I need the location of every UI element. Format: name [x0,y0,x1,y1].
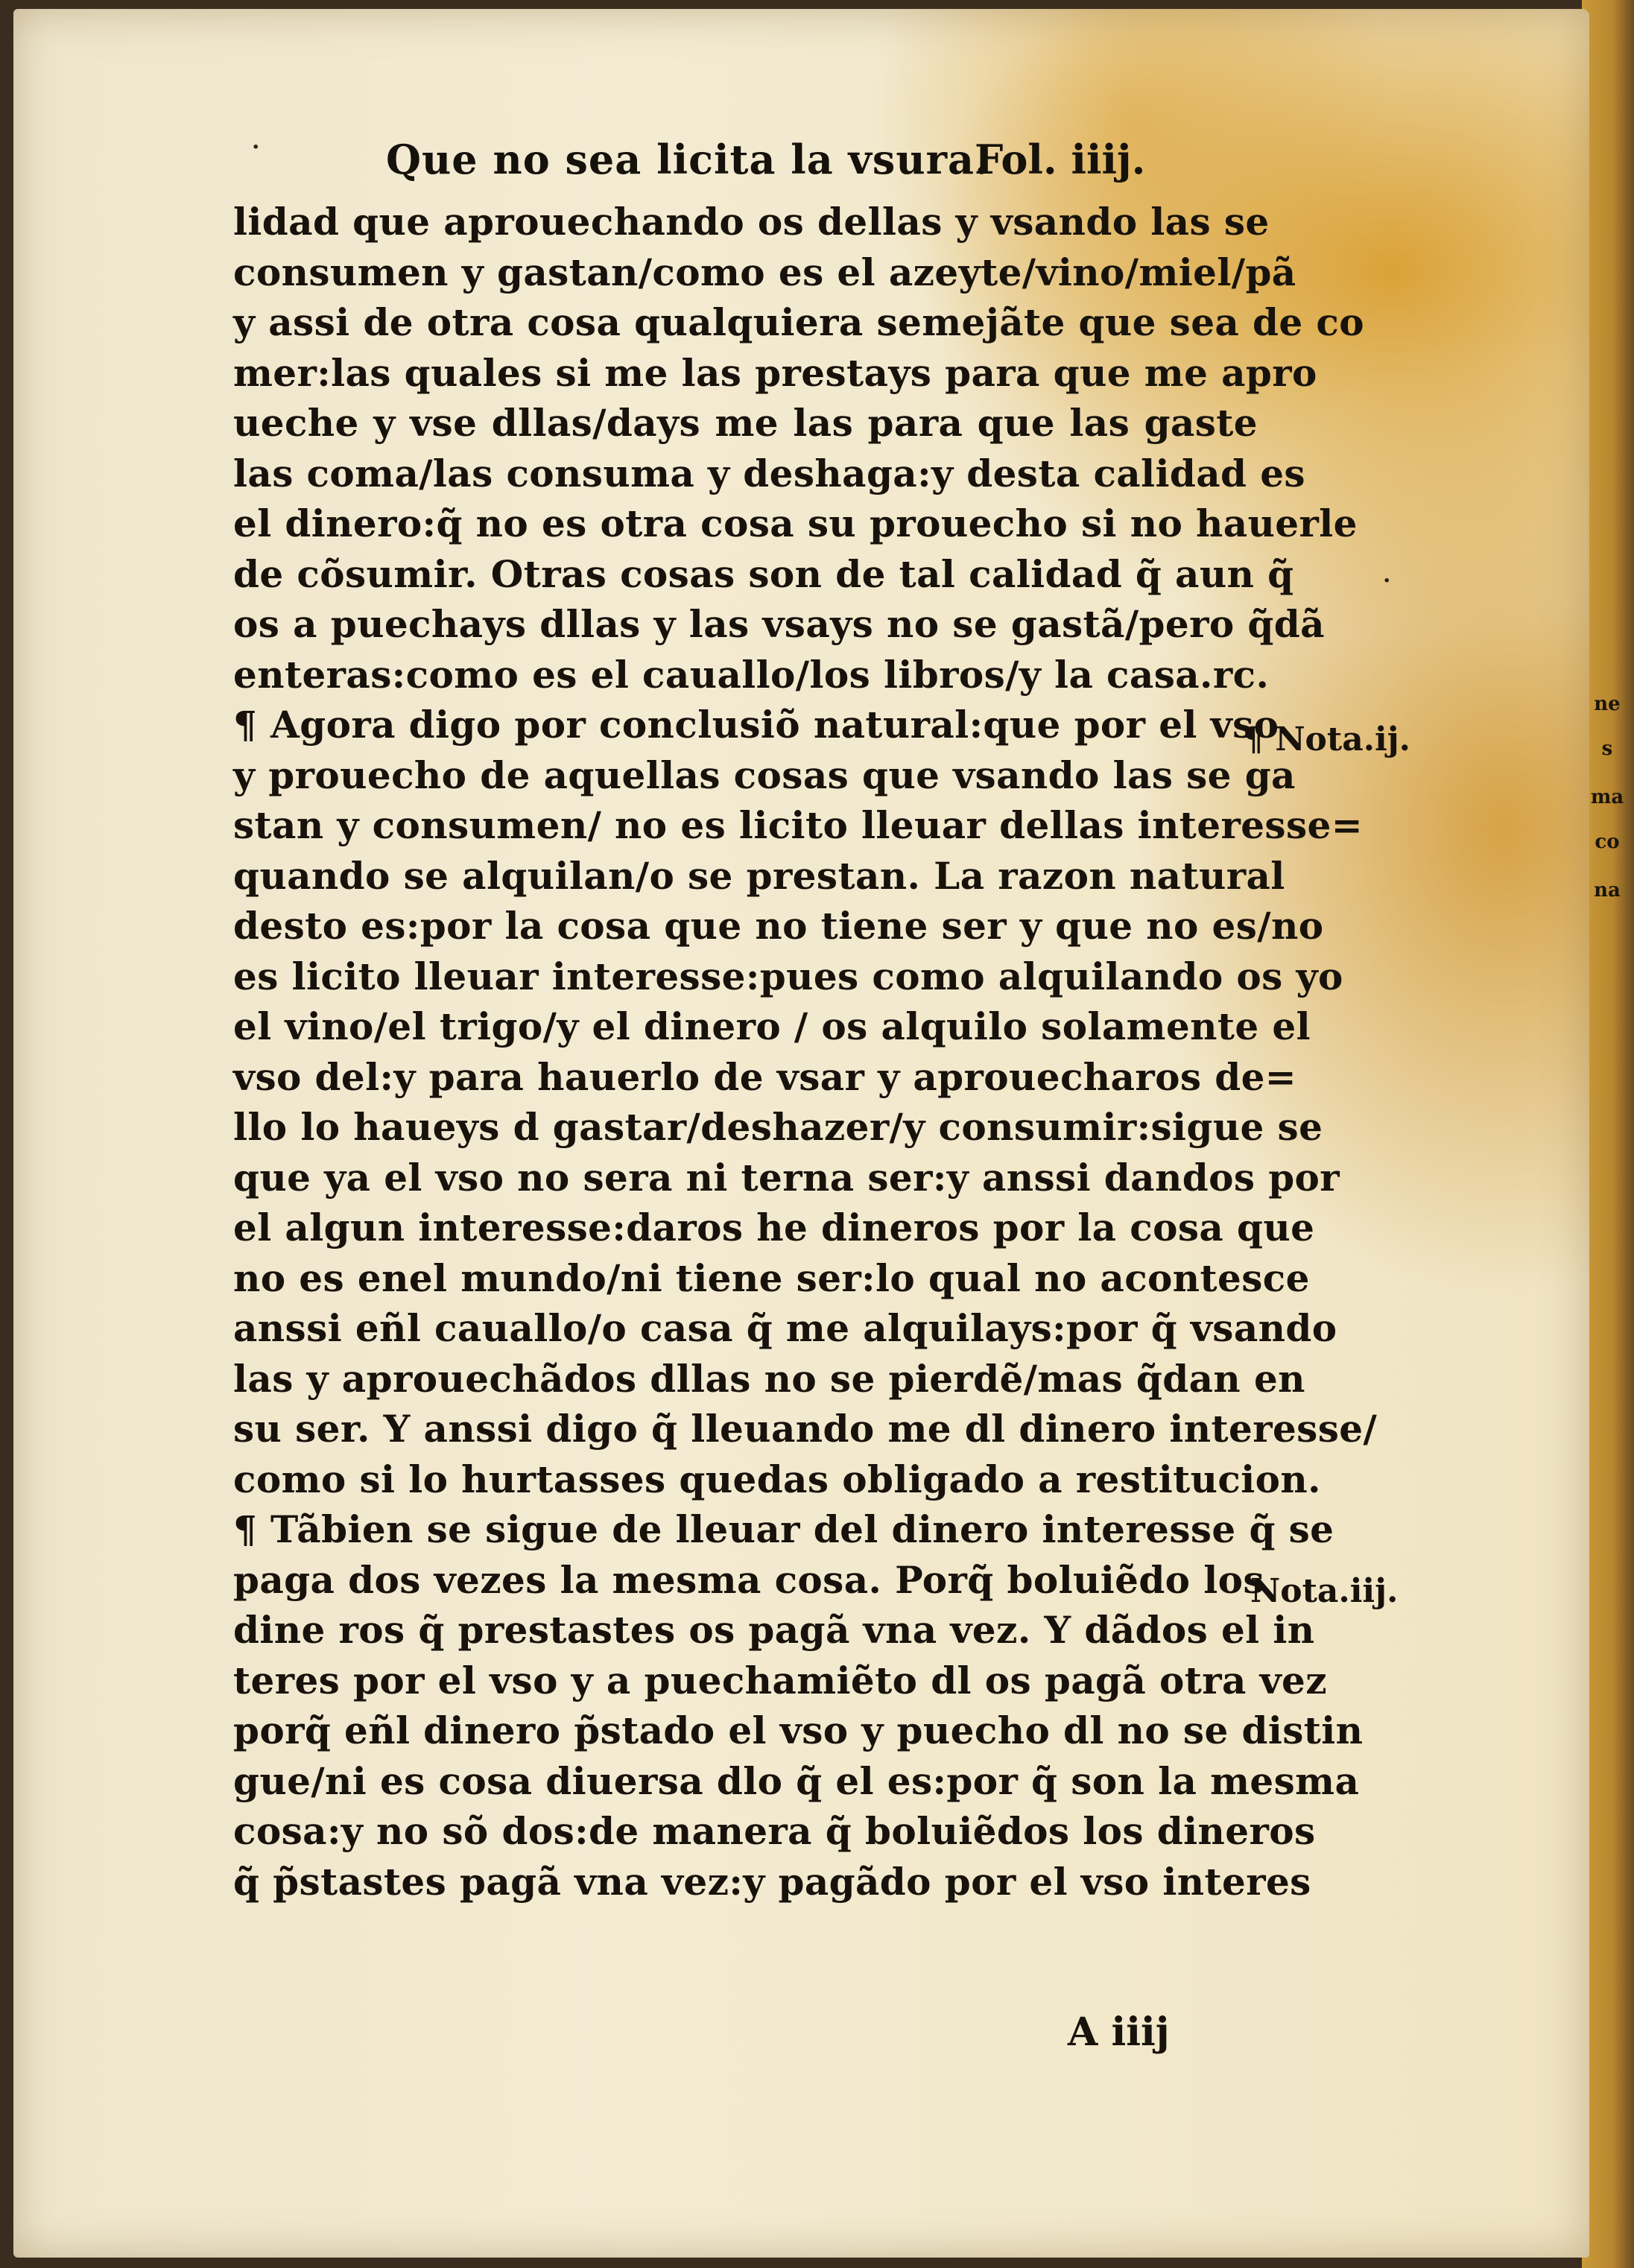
text-line: paga dos vezes la mesma cosa. Porq̃ boluiẽdo los [233,1557,1264,1602]
text-line: anssi eñl cauallo/o casa q̃ me alquilays:por q̃ vsando [233,1306,1337,1350]
text-line: q̃ p̃stastes pagã vna vez:y pagãdo por el vso interes [233,1859,1311,1904]
text-line: como si lo hurtasses quedas obligado a restitucion. [233,1457,1321,1501]
ornament-mark: · [252,134,260,160]
next-leaf-fragment: na [1594,879,1621,902]
marginal-note: ¶ Nota.ij. [1243,720,1410,758]
next-leaf-fragment: ne [1594,693,1621,715]
signature-mark: A iiij [1068,2009,1170,2055]
text-line: vso del:y para hauerlo de vsar y aprouecharos de= [233,1054,1297,1099]
text-line: el vino/el trigo/y el dinero / os alquilo solamente el [233,1004,1311,1048]
ink-speck: · [1383,568,1391,594]
text-line: consumen y gastan/como es el azeyte/vino/miel/pã [233,250,1296,294]
text-line: lidad que aprouechando os dellas y vsando las se [233,200,1270,244]
text-line: y prouecho de aquellas cosas que vsando las se ga [233,753,1296,797]
text-line: las coma/las consuma y deshaga:y desta calidad es [233,451,1305,495]
page-header [386,136,1191,195]
next-leaf-fragment: ma [1590,786,1624,808]
folio-number: Fol. iiij. [975,136,1146,183]
next-leaf-edge [1582,0,1634,2268]
text-line: es licito lleuar interesse:pues como alquilando os yo [233,954,1343,998]
text-line: teres por el vso y a puechamiẽto dl os pagã otra vez [233,1658,1328,1702]
running-title: Que no sea licita la vsura. [386,136,989,183]
text-line: porq̃ eñl dinero p̃stado el vso y puecho dl no se distin [233,1708,1364,1752]
text-line: ¶ Tãbien se sigue de lleuar del dinero interesse q̃ se [233,1507,1334,1551]
text-line: llo lo haueys d gastar/deshazer/y consumir:sigue se [233,1105,1323,1149]
text-line: enteras:como es el cauallo/los libros/y la casa.rc. [233,652,1270,697]
marginal-note: Nota.iij. [1250,1572,1399,1610]
text-line: desto es:por la cosa que no tiene ser y que no es/no [233,904,1324,948]
text-line: de cõsumir. Otras cosas son de tal calidad q̃ aun q̃ [233,551,1294,596]
text-line: su ser. Y anssi digo q̃ lleuando me dl dinero interesse/ [233,1407,1378,1451]
text-line: mer:las quales si me las prestays para que me apro [233,350,1317,395]
text-line: quando se alquilan/o se prestan. La razon natural [233,853,1285,898]
text-line: cosa:y no sõ dos:de manera q̃ boluiẽdos los dineros [233,1809,1316,1853]
text-line: dine ros q̃ prestastes os pagã vna vez. Y dãdos el in [233,1608,1315,1652]
text-line: y assi de otra cosa qualquiera semejãte que sea de co [233,300,1365,344]
text-line: el dinero:q̃ no es otra cosa su prouecho si no hauerle [233,501,1358,545]
next-leaf-fragment: s [1601,738,1613,760]
text-line: las y aprouechãdos dllas no se pierdẽ/mas q̃dan en [233,1356,1305,1401]
text-line: stan y consumen/ no es licito lleuar dellas interesse= [233,803,1364,847]
text-line: que ya el vso no sera ni terna ser:y anssi dandos por [233,1155,1340,1200]
printed-page [13,9,1589,2258]
text-line: no es enel mundo/ni tiene ser:lo qual no acontesce [233,1255,1310,1300]
text-line: ¶ Agora digo por conclusiõ natural:que por el vso [233,703,1279,747]
next-leaf-fragment: co [1595,831,1620,853]
text-line: ueche y vse dllas/days me las para que las gaste [233,401,1258,445]
text-line: el algun interesse:daros he dineros por la cosa que [233,1206,1315,1249]
text-line: gue/ni es cosa diuersa dlo q̃ el es:por q̃ son la mesma [233,1758,1360,1803]
text-line: os a puechays dllas y las vsays no se gastã/pero q̃dã [233,602,1325,646]
